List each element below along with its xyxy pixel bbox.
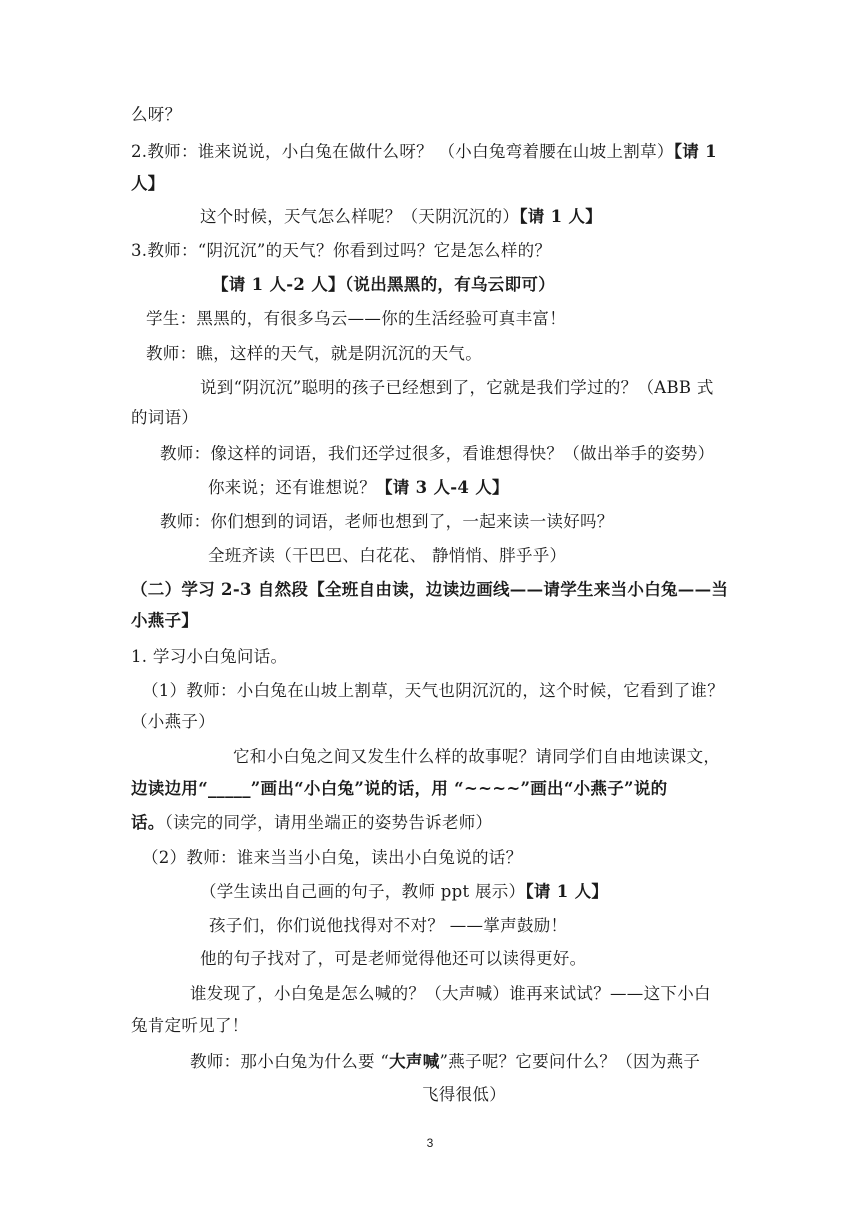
text-line: 话。（读完的同学，请用坐端正的姿势告诉老师）: [131, 813, 493, 832]
text-line: （学生读出自己画的句子，教师 ppt 展示）【请 1 人】: [200, 882, 609, 901]
text-line: 么呀？: [131, 105, 182, 124]
text-line: 人】: [131, 174, 165, 193]
text-line: 【请 1 人-2 人】（说出黑黑的，有乌云即可）: [212, 275, 555, 294]
text-line: （1）教师：小白兔在山坡上割草，天气也阴沉沉的，这个时候，它看到了谁？: [142, 681, 724, 700]
text-line: 飞得很低）: [422, 1085, 506, 1104]
text-line: 3.教师：“阴沉沉”的天气？你看到过吗？它是怎么样的？: [131, 241, 552, 260]
text-line: 学生：黑黑的，有很多乌云——你的生活经验可真丰富！: [146, 309, 566, 328]
text-line: 的词语）: [131, 408, 199, 427]
text-line: 孩子们，你们说他找得对不对？ ——掌声鼓励！: [209, 916, 568, 935]
text-line: 你来说；还有谁想说？【请 3 人-4 人】: [208, 478, 509, 497]
text-line: 教师：瞧，这样的天气，就是阴沉沉的天气。: [146, 344, 482, 363]
text-line: 教师：你们想到的词语，老师也想到了，一起来读一读好吗？: [160, 512, 614, 531]
text-line: 这个时候，天气怎么样呢？（天阴沉沉的）【请 1 人】: [200, 207, 603, 226]
page-number: 3: [426, 1136, 434, 1150]
text-line: 教师：那小白兔为什么要 “大声喊”燕子呢？它要问什么？（因为燕子: [190, 1052, 701, 1071]
text-line: 说到“阴沉沉”聪明的孩子已经想到了，它就是我们学过的？（ABB 式: [200, 378, 714, 397]
text-line: 2.教师：谁来说说，小白兔在做什么呀？ （小白兔弯着腰在山坡上割草）【请 1: [131, 142, 717, 161]
text-line: 他的句子找对了，可是老师觉得他还可以读得更好。: [200, 949, 587, 968]
section-heading: （二）学习 2-3 自然段【全班自由读，边读边画线——请学生来当小白兔——当: [131, 580, 729, 599]
text-line: 1. 学习小白兔问话。: [131, 647, 288, 666]
text-line: 兔肯定听见了！: [131, 1016, 249, 1035]
text-line: 边读边用“_____”画出“小白兔”说的话，用 “~~~~”画出“小燕子”说的: [131, 779, 668, 798]
text-line: 全班齐读（干巴巴、白花花、 静悄悄、胖乎乎）: [208, 546, 567, 565]
section-heading: 小燕子】: [131, 611, 199, 630]
text-line: （小燕子）: [131, 712, 215, 731]
text-line: （2）教师：谁来当当小白兔，读出小白兔说的话？: [142, 848, 523, 867]
text-line: 它和小白兔之间又发生什么样的故事呢？请同学们自由地读课文，: [233, 747, 721, 766]
text-line: 谁发现了，小白兔是怎么喊的？（大声喊）谁再来试试？——这下小白: [190, 984, 711, 1003]
text-line: 教师：像这样的词语，我们还学过很多，看谁想得快？（做出举手的姿势）: [160, 444, 715, 463]
